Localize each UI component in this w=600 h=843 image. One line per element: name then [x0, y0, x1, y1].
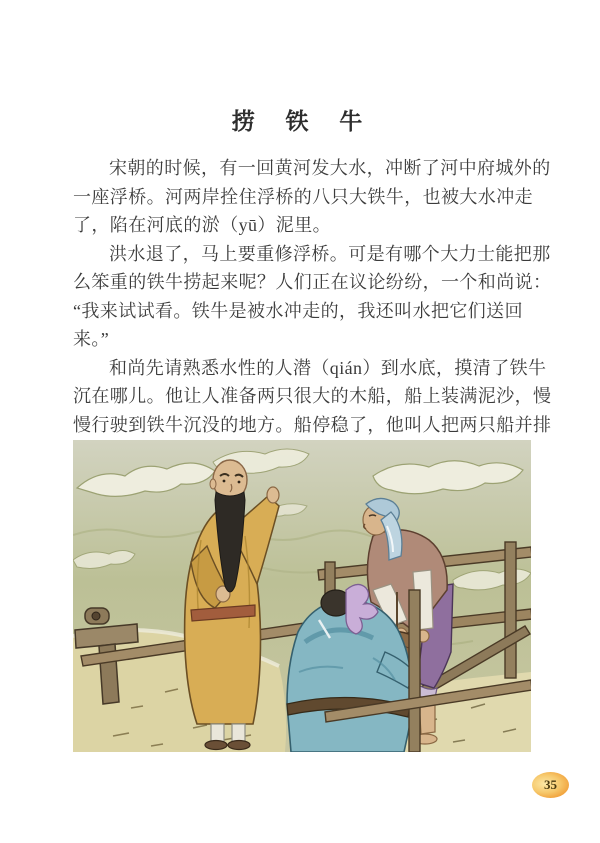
text-line: 了，陷在河底的淤（yū）泥里。	[73, 215, 331, 235]
text-line: 一座浮桥。河两岸拴住浮桥的八只大铁牛，也被大水冲走	[73, 186, 533, 207]
text-line: 来。”	[73, 329, 110, 349]
text-line: 么笨重的铁牛捞起来呢？人们正在议论纷纷，一个和尚说：	[73, 272, 552, 292]
story-illustration	[73, 440, 531, 752]
text-line: 沉在哪儿。他让人准备两只很大的木船，船上装满泥沙，慢	[73, 386, 552, 406]
page-title: 捞 铁 牛	[231, 109, 369, 134]
text-line: 慢行驶到铁牛沉没的地方。船停稳了，他叫人把两只船并排	[73, 414, 552, 435]
text-line: “我来试试看。铁牛是被水冲走的，我还叫水把它们送回	[73, 300, 523, 321]
text-line: 宋朝的时候，有一回黄河发大水，冲断了河中府城外的	[109, 158, 551, 178]
text-line: 洪水退了，马上要重修浮桥。可是有哪个大力士能把那	[109, 243, 551, 264]
story-text	[73, 154, 552, 439]
illustration-canvas	[73, 440, 531, 752]
text-line: 和尚先请熟悉水性的人潜（qián）到水底，摸清了铁牛	[109, 357, 547, 378]
page-number-badge	[532, 772, 569, 798]
page-number: 35	[544, 777, 557, 792]
